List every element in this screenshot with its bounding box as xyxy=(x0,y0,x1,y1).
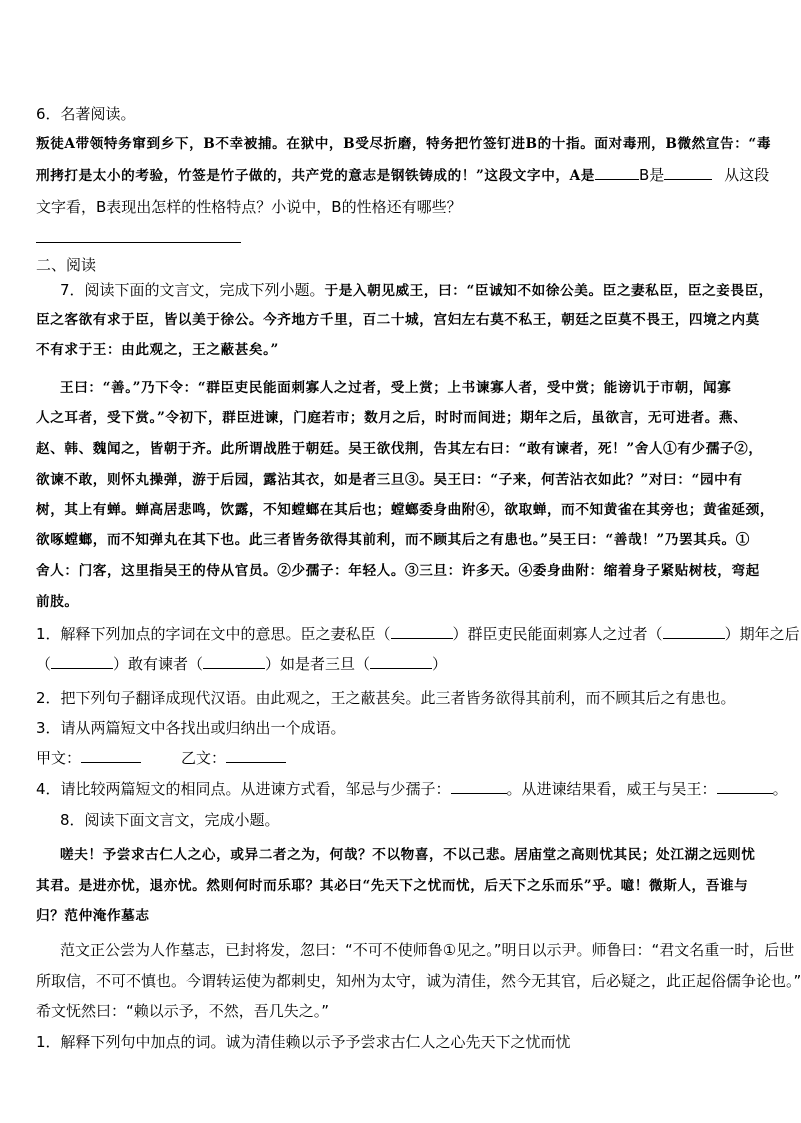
q6-line2-b-label: B是 xyxy=(638,166,665,184)
q8-passage-b-line-1: 范文正公尝为人作墓志，已封将发，忽曰：“不可不使师鲁①见之。”明日以示尹。师鲁曰：“君文名重一时，后世 xyxy=(60,941,795,959)
q8-intro: 8．阅读下面文言文，完成小题。 xyxy=(60,811,280,829)
q8-passage-a-line-2: 其君。是进亦忧，退亦忧。然则何时而乐耶？其必曰“先天下之忧而忧，后天下之乐而乐”乎。噫！微斯人，吾谁与 xyxy=(36,878,749,894)
jia-blank[interactable] xyxy=(81,748,141,763)
q7-sub1-blank-3[interactable] xyxy=(51,654,113,669)
q8-passage-a-line-3: 归？范仲淹作墓志 xyxy=(36,908,150,924)
q7-sub4-blank-2[interactable] xyxy=(717,779,773,794)
q7-passage2-line-8: 前肢。 xyxy=(36,594,79,610)
q7-sub1-blank-4[interactable] xyxy=(203,654,265,669)
q7-sub3: 3．请从两篇短文中各找出或归纳出一个成语。 xyxy=(36,719,346,737)
q7-sub1-line-1: 1．解释下列加点的字词在文中的意思。臣之妻私臣（ ）群臣吏民能面刺寡人之过者（ ）期年之后 xyxy=(36,625,800,643)
q8-passage-b-line-2: 所取信，不可不慎也。今谓转运使为都刺史，知州为太守，诚为清佳，然今无其官，后必疑之，此正起俗儒争论也。” xyxy=(36,972,801,990)
q7-sub1-blank-2[interactable] xyxy=(663,624,725,639)
answer-rule-line[interactable] xyxy=(36,242,241,243)
q7-sub4-blank-1[interactable] xyxy=(451,779,507,794)
q7-passage2-line-1: 王曰：“善。”乃下令：“群臣吏民能面刺寡人之过者，受上赏；上书谏寡人者，受中赏；能谤讥于市朝，闻寡 xyxy=(60,380,732,396)
q7-passage-line-3: 不有求于王：由此观之，王之蔽甚矣。” xyxy=(36,342,279,358)
q6-blank-b[interactable] xyxy=(664,165,712,180)
q7-intro: 7．阅读下面的文言文，完成下列小题。 xyxy=(60,281,325,299)
q7-passage2-line-5: 树，其上有蝉。蝉高居悲鸣，饮露，不知螳螂在其后也；螳螂委身曲附④，欲取蝉，而不知黄雀在其旁也；黄雀延颈， xyxy=(36,502,775,518)
q7-passage-line-1: 于是入朝见威王，曰：“臣诚知不如徐公美。臣之妻私臣，臣之妾畏臣， xyxy=(324,283,773,299)
yi-label: 乙文： xyxy=(181,749,227,767)
q8-passage-b-line-3: 希文怃然曰：“赖以示予，不然，吾几失之。” xyxy=(36,1002,330,1020)
q7-passage-line-2: 臣之客欲有求于臣，皆以美于徐公。今齐地方千里，百二十城，宫妇左右莫不私王，朝廷之臣莫不畏王，四境之内莫 xyxy=(36,312,760,328)
q6-line2-suffix: 从这段 xyxy=(724,166,770,184)
q7-sub2: 2．把下列句子翻译成现代汉语。由此观之，王之蔽甚矣。此三者皆务欲得其前利，而不顾其后之有患也。 xyxy=(36,689,736,707)
q8-passage-a-line-1: 嗟夫！予尝求古仁人之心，或异二者之为，何哉？不以物喜，不以己悲。居庙堂之高则忧其民；处江湖之远则忧 xyxy=(60,847,756,863)
q7-passage2-line-3: 赵、韩、魏闻之，皆朝于齐。此所谓战胜于朝廷。吴王欲伐荆，告其左右曰：“敢有谏者，死！”舍人①有少孺子②， xyxy=(36,441,763,457)
q7-sub1-blank-5[interactable] xyxy=(370,654,432,669)
q8-sub1: 1．解释下列句中加点的词。诚为清佳赖以示予予尝求古仁人之心先天下之忧而忧 xyxy=(36,1033,571,1051)
q7-sub1-line-2: （ ）敢有谏者（ ）如是者三旦（ ） xyxy=(36,655,448,673)
q7-passage2-line-2: 人之耳者，受下赏。”令初下，群臣进谏，门庭若市；数月之后，时时而间进；期年之后，虽欲言，无可进者。燕、 xyxy=(36,410,748,426)
section-heading: 二、阅读 xyxy=(36,256,97,274)
q7-sub3-answers xyxy=(36,748,766,768)
q6-title: 6．名著阅读。 xyxy=(36,105,136,123)
q7-sub4: 4．请比较两篇短文的相同点。从进谏方式看，邹忌与少孺子： 。从进谏结果看，威王与吴王： 。 xyxy=(36,780,788,798)
q6-line2-prefix: 刑拷打是太小的考验，竹签是竹子做的，共产党的意志是钢铁铸成的！”这段文字中，A是 xyxy=(36,168,595,184)
q7-sub1-blank-1[interactable] xyxy=(391,624,453,639)
yi-blank[interactable] xyxy=(226,748,286,763)
q7-passage2-line-4: 欲谏不敢，则怀丸操弹，游于后园，露沾其衣，如是者三旦③。吴王曰：“子来，何苦沾衣如此？”对曰：“园中有 xyxy=(36,472,743,488)
q6-text-line-1: 叛徒A带领特务窜到乡下，B不幸被捕。在狱中，B受尽折磨，特务把竹签钉进B的十指。面对毒刑，B微然宣告：“毒 xyxy=(36,136,772,152)
q7-passage2-line-7: 舍人：门客，这里指吴王的侍从官员。②少孺子：年轻人。③三旦：许多天。④委身曲附：缩着身子紧贴树枝，弯起 xyxy=(36,563,760,579)
q6-text-line-2 xyxy=(36,165,770,186)
q7-intro-line xyxy=(60,280,773,301)
jia-label: 甲文： xyxy=(36,749,82,767)
q7-passage2-line-6: 欲啄螳螂，而不知弹丸在其下也。此三者皆务欲得其前利，而不顾其后之有患也。”吴王曰：“善哉！”乃罢其兵。① xyxy=(36,532,750,548)
q6-blank-a[interactable] xyxy=(595,165,639,180)
q6-text-line-3: 文字看，B表现出怎样的性格特点？小说中，B的性格还有哪些？ xyxy=(36,198,462,216)
